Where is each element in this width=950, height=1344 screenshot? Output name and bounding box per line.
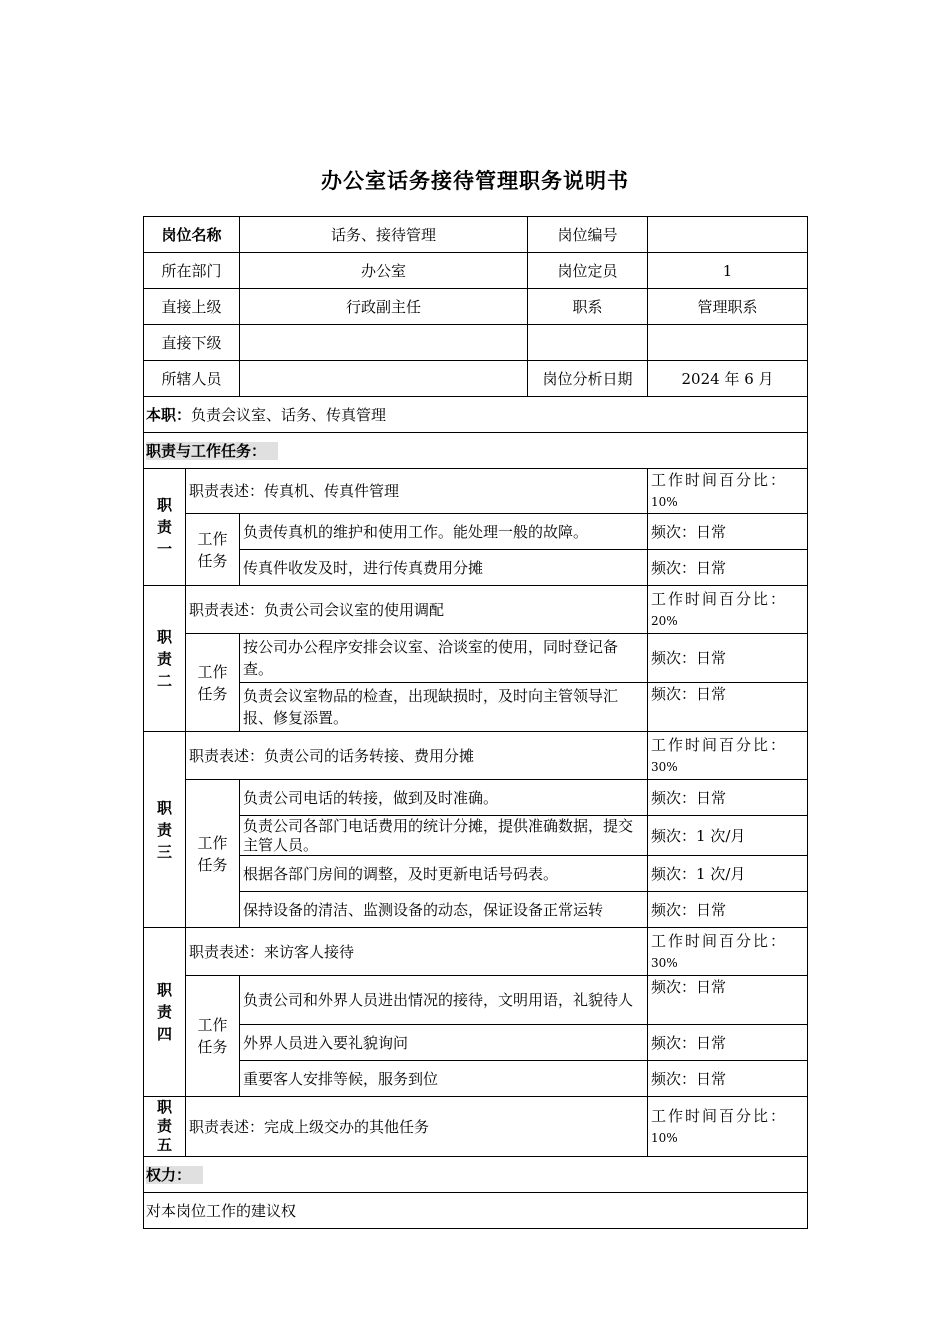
subordinate-label: 直接下级 <box>144 325 240 361</box>
summary-row <box>144 397 808 433</box>
duty-1-task-label: 工作 任务 <box>186 514 240 586</box>
duty-5-desc: 职责表述：完成上级交办的其他任务 <box>186 1097 648 1157</box>
duty-3-task-3-freq: 频次：1 次/月 <box>648 856 808 892</box>
duty-1-task-2-row <box>144 550 808 586</box>
duties-header-row <box>144 433 808 469</box>
duty-4-task-2-row <box>144 1025 808 1061</box>
basic-row-name <box>144 217 808 253</box>
duty-3-task-2-row <box>144 816 808 856</box>
duty-3-task-1-row <box>144 780 808 816</box>
authority-row <box>144 1193 808 1229</box>
position-no-label: 岗位编号 <box>528 217 648 253</box>
authority-label: 权力： <box>146 1166 203 1184</box>
duty-2-task-2-freq: 频次：日常 <box>648 683 808 732</box>
duty-2-task-2: 负责会议室物品的检查，出现缺损时，及时向主管领导汇报、修复添置。 <box>240 683 648 732</box>
managed-label: 所辖人员 <box>144 361 240 397</box>
managed-value <box>240 361 528 397</box>
duty-4-desc-row <box>144 928 808 976</box>
duty-4-task-2: 外界人员进入要礼貌询问 <box>240 1025 648 1061</box>
department-value: 办公室 <box>240 253 528 289</box>
duty-3-task-4: 保持设备的清洁、监测设备的动态，保证设备正常运转 <box>240 892 648 928</box>
duty-4-task-3-row <box>144 1061 808 1097</box>
page-title: 办公室话务接待管理职务说明书 <box>321 169 629 193</box>
duty-4-name: 职 责 四 <box>144 928 186 1097</box>
duty-1-name: 职 责 一 <box>144 469 186 586</box>
duty-2-task-label: 工作 任务 <box>186 634 240 732</box>
basic-row-department <box>144 253 808 289</box>
duty-3-task-4-row <box>144 892 808 928</box>
duty-1-task-2: 传真件收发及时，进行传真费用分摊 <box>240 550 648 586</box>
duty-1-desc: 职责表述：传真机、传真件管理 <box>186 469 648 514</box>
duty-5-pct: 工作时间百分比： 10% <box>648 1097 808 1157</box>
duty-1-pct: 工作时间百分比： 10% <box>648 469 808 514</box>
duty-3-desc: 职责表述：负责公司的话务转接、费用分摊 <box>186 732 648 780</box>
duty-2-desc-row <box>144 586 808 634</box>
summary-cell <box>144 397 808 433</box>
duty-3-task-2: 负责公司各部门电话费用的统计分摊，提供准确数据，提交主管人员。 <box>240 816 648 856</box>
duty-3-desc-row <box>144 732 808 780</box>
analysis-date-value: 2024 年 6 月 <box>648 361 808 397</box>
duty-3-task-1: 负责公司电话的转接，做到及时准确。 <box>240 780 648 816</box>
headcount-label: 岗位定员 <box>528 253 648 289</box>
summary-text: 负责会议室、话务、传真管理 <box>191 405 387 424</box>
duty-3-task-3: 根据各部门房间的调整，及时更新电话号码表。 <box>240 856 648 892</box>
duty-4-task-1-freq: 频次：日常 <box>648 976 808 1025</box>
duty-1-task-1-freq: 频次：日常 <box>648 514 808 550</box>
position-name-value: 话务、接待管理 <box>240 217 528 253</box>
duty-2-desc: 职责表述：负责公司会议室的使用调配 <box>186 586 648 634</box>
duty-2-name: 职 责 二 <box>144 586 186 732</box>
duty-2-task-1-freq: 频次：日常 <box>648 634 808 683</box>
duty-2-task-2-row <box>144 683 808 732</box>
duty-3-task-2-freq: 频次：1 次/月 <box>648 816 808 856</box>
duties-header-cell <box>144 433 808 469</box>
duty-5-name: 职 责 五 <box>144 1097 186 1157</box>
duty-4-pct: 工作时间百分比： 30% <box>648 928 808 976</box>
subordinate-value <box>240 325 528 361</box>
duty-3-pct: 工作时间百分比： 30% <box>648 732 808 780</box>
position-name-label: 岗位名称 <box>144 217 240 253</box>
duty-3-task-1-freq: 频次：日常 <box>648 780 808 816</box>
analysis-date-label: 岗位分析日期 <box>528 361 648 397</box>
duty-4-task-3-freq: 频次：日常 <box>648 1061 808 1097</box>
duty-1-task-2-freq: 频次：日常 <box>648 550 808 586</box>
duty-4-task-2-freq: 频次：日常 <box>648 1025 808 1061</box>
duty-1-desc-row <box>144 469 808 514</box>
department-label: 所在部门 <box>144 253 240 289</box>
job-family-value: 管理职系 <box>648 289 808 325</box>
duty-3-name: 职 责 三 <box>144 732 186 928</box>
duty-1-task-1: 负责传真机的维护和使用工作。能处理一般的故障。 <box>240 514 648 550</box>
duty-2-pct: 工作时间百分比： 20% <box>648 586 808 634</box>
duty-4-task-label: 工作 任务 <box>186 976 240 1097</box>
position-no-value <box>648 217 808 253</box>
duty-4-task-1-row <box>144 976 808 1025</box>
job-description-table <box>143 216 808 1229</box>
duty-4-task-1: 负责公司和外界人员进出情况的接待，文明用语，礼貌待人 <box>240 976 648 1025</box>
duty-1-task-1-row <box>144 514 808 550</box>
authority-header-cell <box>144 1157 808 1193</box>
authority-text: 对本岗位工作的建议权 <box>144 1193 808 1229</box>
empty-cell <box>528 325 648 361</box>
duty-4-desc: 职责表述：来访客人接待 <box>186 928 648 976</box>
duty-3-task-4-freq: 频次：日常 <box>648 892 808 928</box>
basic-row-superior <box>144 289 808 325</box>
summary-label: 本职： <box>146 405 192 424</box>
duty-3-task-label: 工作 任务 <box>186 780 240 928</box>
duty-3-task-3-row <box>144 856 808 892</box>
job-family-label: 职系 <box>528 289 648 325</box>
duty-2-task-1: 按公司办公程序安排会议室、洽谈室的使用，同时登记备查。 <box>240 634 648 683</box>
empty-cell <box>648 325 808 361</box>
duty-4-task-3: 重要客人安排等候，服务到位 <box>240 1061 648 1097</box>
basic-row-managed <box>144 361 808 397</box>
duty-2-task-1-row <box>144 634 808 683</box>
headcount-value: 1 <box>648 253 808 289</box>
superior-label: 直接上级 <box>144 289 240 325</box>
basic-row-subordinate <box>144 325 808 361</box>
duties-header: 职责与工作任务： <box>146 442 278 460</box>
duty-5-desc-row <box>144 1097 808 1157</box>
superior-value: 行政副主任 <box>240 289 528 325</box>
authority-header-row <box>144 1157 808 1193</box>
